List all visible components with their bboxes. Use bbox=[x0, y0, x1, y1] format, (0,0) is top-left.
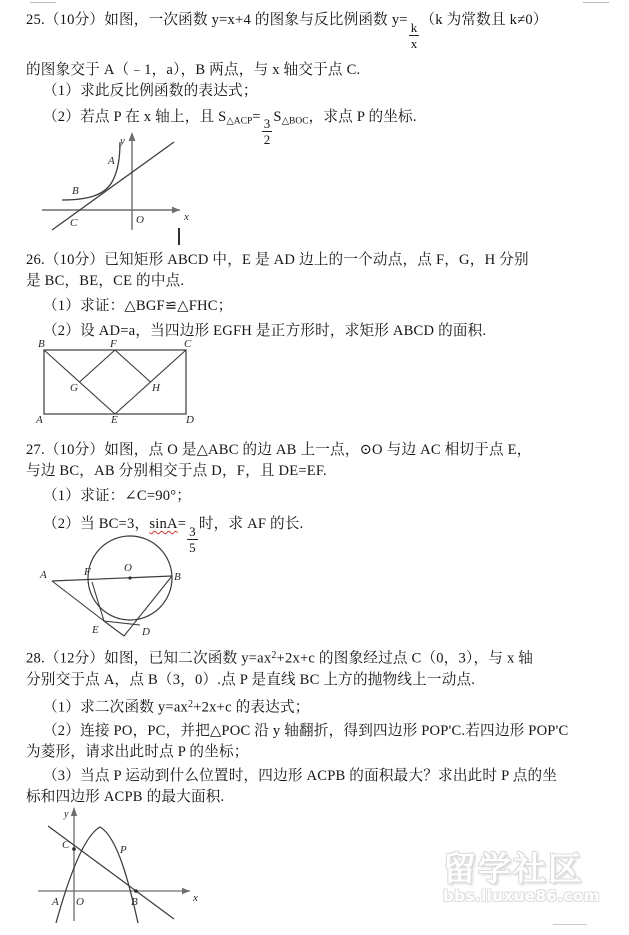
svg-text:C: C bbox=[62, 839, 70, 851]
q28-line-1-tail: +2x+c 的图象经过点 C（0，3），与 x 轴 bbox=[276, 650, 534, 667]
area-symbol-s: S bbox=[273, 108, 282, 125]
q26-figure bbox=[34, 338, 219, 424]
fraction-denominator: 5 bbox=[189, 539, 196, 555]
svg-text:E: E bbox=[92, 624, 99, 636]
svg-text:A: A bbox=[52, 896, 59, 908]
fraction-denominator: 2 bbox=[263, 132, 271, 148]
exponent-two: 2 bbox=[188, 698, 194, 710]
q25-line-1-tail: （k 为常数且 k≠0） bbox=[420, 12, 548, 28]
svg-text:y: y bbox=[120, 135, 125, 147]
svg-text:B: B bbox=[174, 571, 181, 583]
q25-figure-svg bbox=[34, 118, 214, 236]
q28-line-5: 为菱形，请求出此时点 P 的坐标； bbox=[26, 744, 249, 760]
equals-sign: = bbox=[177, 516, 187, 532]
q27-line-1: 27.（10分）如图，点 O 是△ABC 的边 AB 上一点，⊙O 与边 AC 相切于点 E， bbox=[26, 442, 532, 458]
q27-line-2: 与边 BC，AB 分别相交于点 D，F，且 DE=EF. bbox=[26, 463, 327, 479]
q28-line-4: （2）连接 PO，PC，并把△POC 沿 y 轴翻折，得到四边形 POP'C.若四边形 POP'C bbox=[43, 723, 569, 739]
svg-text:A: A bbox=[40, 569, 47, 581]
q28-line-6: （3）当点 P 运动到什么位置时，四边形 ACPB 的面积最大？求出此时 P 点的坐 bbox=[43, 768, 558, 784]
exponent-two: 2 bbox=[271, 650, 277, 661]
svg-text:H: H bbox=[152, 382, 160, 394]
fraction-numerator: 3 bbox=[189, 523, 196, 539]
fraction-three-over-two bbox=[262, 117, 273, 146]
q25-figure bbox=[34, 118, 214, 236]
q27-line-4-text: （2）当 BC=3， bbox=[43, 516, 150, 532]
q26-line-2: 是 BC，BE，CE 的中点. bbox=[26, 273, 185, 289]
svg-text:D: D bbox=[142, 626, 150, 637]
svg-text:O: O bbox=[136, 214, 144, 226]
q27-figure bbox=[32, 533, 232, 637]
svg-text:O: O bbox=[124, 562, 132, 574]
q26-figure-svg bbox=[34, 338, 219, 424]
q28-line-7: 标和四边形 ACPB 的最大面积. bbox=[26, 789, 225, 805]
watermark-main-text: 留学社区 bbox=[443, 849, 583, 888]
site-watermark bbox=[443, 851, 621, 917]
q28-line-2: 分别交于点 A，点 B（3，0）.点 P 是直线 BC 上方的抛物线上一动点. bbox=[26, 671, 476, 688]
page-corner-mark-right bbox=[583, 2, 609, 3]
q28-figure bbox=[32, 795, 232, 925]
sin-a-term: sinA bbox=[149, 516, 178, 532]
fraction-numerator: k bbox=[410, 19, 418, 35]
q25-line-3: （1）求此反比例函数的表达式； bbox=[43, 82, 258, 99]
svg-text:B: B bbox=[131, 896, 138, 908]
question-26 bbox=[26, 250, 615, 342]
fraction-numerator: 3 bbox=[263, 116, 271, 132]
svg-text:D: D bbox=[186, 414, 194, 424]
fraction-denominator: x bbox=[410, 35, 418, 51]
svg-text:C: C bbox=[70, 217, 78, 229]
equals-sign: = bbox=[252, 108, 261, 125]
q26-line-1: 26.（10分）已知矩形 ABCD 中，E 是 AD 边上的一个动点，点 F，G，H 分别 bbox=[26, 252, 529, 268]
svg-text:G: G bbox=[70, 382, 78, 394]
subscript-boc: △BOC bbox=[281, 116, 309, 127]
svg-text:A: A bbox=[36, 414, 43, 424]
q28-line-3-tail: +2x+c 的表达式； bbox=[193, 699, 310, 715]
subscript-acp: △ACP bbox=[226, 116, 253, 127]
q26-line-4: （2）设 AD=a，当四边形 EGFH 是正方形时，求矩形 ABCD 的面积. bbox=[43, 323, 487, 339]
q28-line-1 bbox=[26, 645, 615, 670]
svg-text:E: E bbox=[111, 414, 118, 424]
q28-figure-svg bbox=[32, 795, 232, 925]
fraction-k-over-x bbox=[409, 21, 420, 50]
q25-line-4-tail: ，求点 P 的坐标. bbox=[308, 108, 417, 125]
page-corner-mark-bottom bbox=[553, 924, 587, 925]
q27-line-4-tail: 时，求 AF 的长. bbox=[198, 516, 304, 532]
svg-text:B: B bbox=[38, 338, 45, 350]
q27-figure-svg bbox=[32, 533, 232, 637]
q28-line-3 bbox=[26, 694, 615, 719]
page-corner-mark-left bbox=[30, 2, 56, 3]
q28-line-1-text: 28.（12分）如图，已知二次函数 y=ax bbox=[26, 650, 272, 667]
q27-line-3: （1）求证：∠C=90°； bbox=[43, 488, 192, 504]
svg-text:F: F bbox=[110, 338, 117, 350]
stray-scan-mark bbox=[178, 228, 180, 245]
svg-text:A: A bbox=[108, 155, 115, 167]
q25-line-1-text: 25.（10分）如图，一次函数 y=x+4 的图象与反比例函数 y= bbox=[26, 12, 408, 28]
svg-text:O: O bbox=[76, 896, 84, 908]
svg-text:x: x bbox=[184, 211, 189, 223]
q28-line-3-text: （1）求二次函数 y=ax bbox=[43, 699, 189, 715]
q25-line-1 bbox=[26, 10, 615, 50]
watermark-url-text: bbs.liuxue86.com bbox=[443, 887, 600, 905]
svg-text:y: y bbox=[64, 809, 69, 820]
q26-line-3: （1）求证：△BGF≌△FHC； bbox=[43, 298, 233, 314]
svg-text:x: x bbox=[193, 892, 198, 904]
svg-text:B: B bbox=[72, 185, 79, 197]
svg-text:P: P bbox=[120, 844, 127, 856]
svg-text:C: C bbox=[184, 338, 192, 350]
svg-text:F: F bbox=[84, 566, 91, 578]
q25-line-4-text: （2）若点 P 在 x 轴上，且 S bbox=[43, 108, 227, 125]
q25-line-2: 的图象交于 A（﹣1，a），B 两点，与 x 轴交于点 C. bbox=[26, 61, 361, 78]
question-28 bbox=[26, 645, 615, 808]
